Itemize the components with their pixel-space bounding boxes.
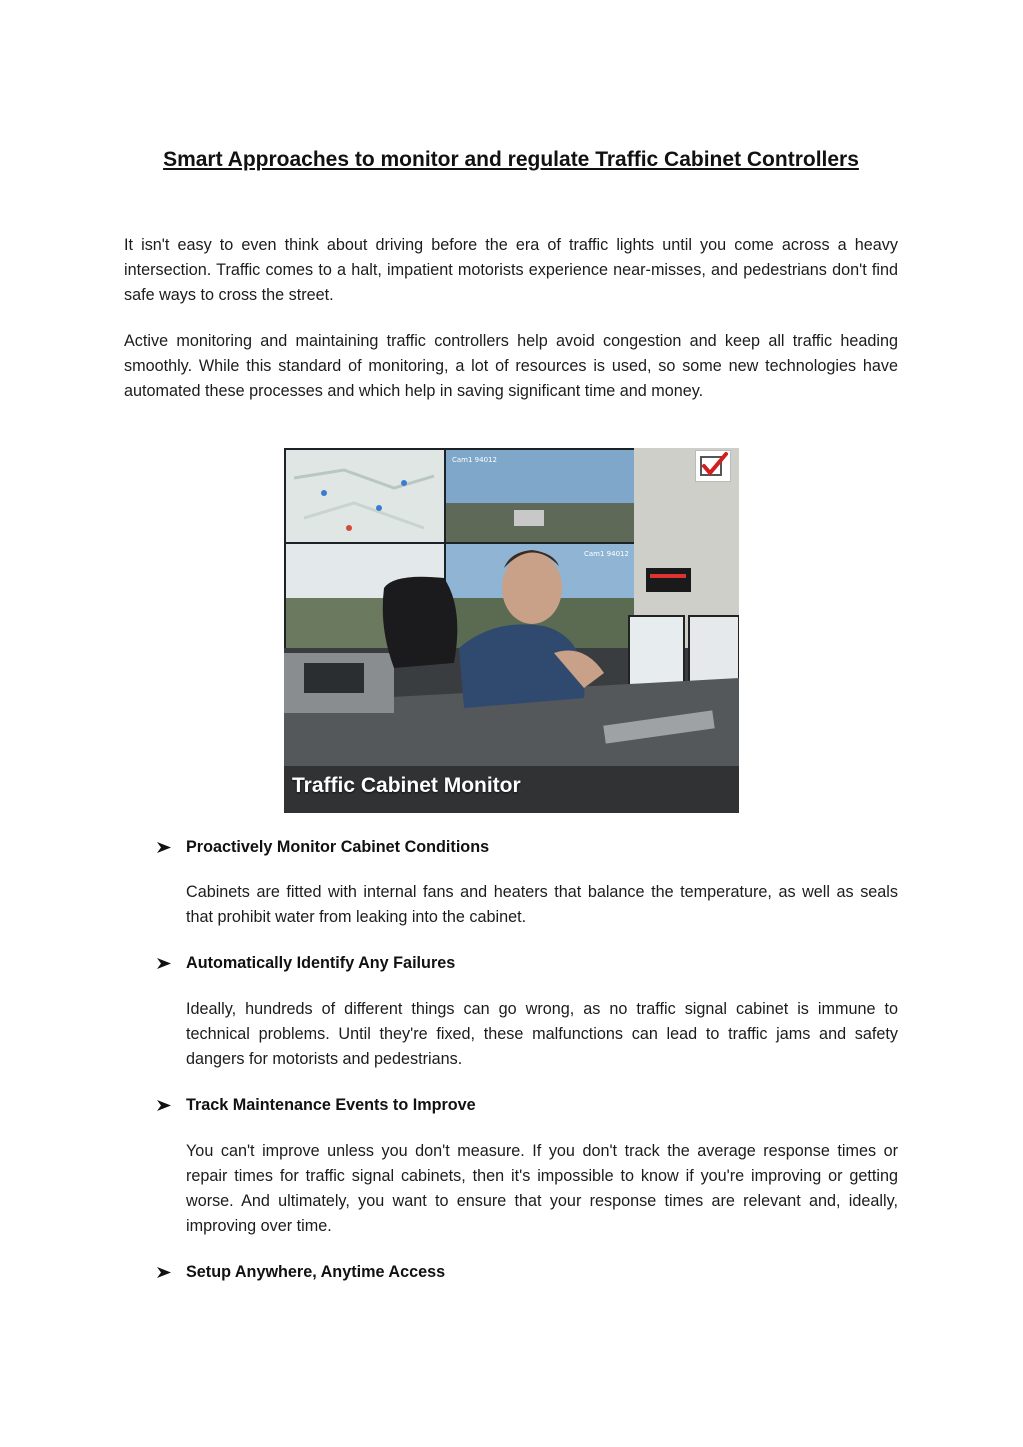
arrow-bullet-icon — [157, 958, 171, 969]
section-heading-text: Track Maintenance Events to Improve — [186, 1096, 476, 1114]
page-title: Smart Approaches to monitor and regulate Traffic Cabinet Controllers — [163, 148, 859, 171]
checkbox-check-icon — [695, 450, 731, 482]
traffic-control-room-image — [284, 448, 739, 813]
section-heading-track-maintenance — [157, 1092, 898, 1118]
section-body-identify-failures: Ideally, hundreds of different things can go wrong, as no traffic signal cabinet is immune to technical problems. Until they're fixed, these malfunctions can lead to traffic jams and safety dangers for motorists and pedestrians. — [186, 1000, 898, 1068]
camera-label-top: Cam1 94012 — [452, 456, 497, 464]
section-heading-identify-failures — [157, 950, 898, 976]
arrow-bullet-icon — [157, 1267, 171, 1278]
arrow-bullet-icon — [157, 1100, 171, 1111]
section-heading-text: Setup Anywhere, Anytime Access — [186, 1263, 446, 1281]
section-body-track-maintenance: You can't improve unless you don't measure. If you don't track the average response times or repair times for traffic signal cabinets, then it's impossible to know if you're improving or getting worse. And ultimately, you want to ensure that your response times are relevant and, ideally, improving over time. — [186, 1142, 898, 1235]
section-heading-monitor-conditions — [157, 834, 898, 860]
monitoring-paragraph: Active monitoring and maintaining traffic controllers help avoid congestion and keep all traffic heading smoothly. While this standard of monitoring, a lot of resources is used, so some new technologies have automated these processes and which help in saving significant time and money. — [124, 332, 898, 400]
section-heading-text: Proactively Monitor Cabinet Conditions — [186, 838, 490, 856]
control-room-illustration — [284, 448, 739, 813]
section-heading-text: Automatically Identify Any Failures — [186, 954, 456, 972]
image-caption: Traffic Cabinet Monitor — [292, 774, 521, 797]
camera-label-mid: Cam1 94012 — [584, 550, 629, 558]
section-heading-anywhere-access — [157, 1259, 898, 1285]
intro-paragraph: It isn't easy to even think about driving before the era of traffic lights until you come across a heavy intersection. Traffic comes to a halt, impatient motorists experience near-misses, and pedestrians don't find safe ways to cross the street. — [124, 236, 898, 304]
section-body-monitor-conditions: Cabinets are fitted with internal fans and heaters that balance the temperature, as well as seals that prohibit water from leaking into the cabinet. — [186, 883, 898, 926]
arrow-bullet-icon — [157, 842, 171, 853]
